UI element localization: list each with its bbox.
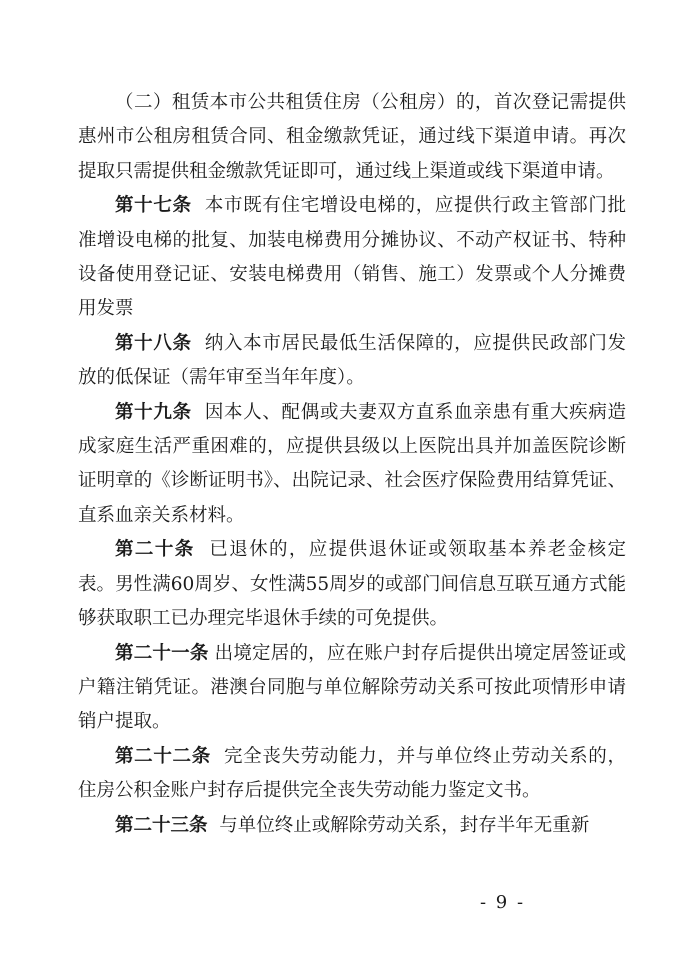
paragraph-text: 本市既有住宅增设电梯的，应提供行政主管部门批准增设电梯的批复、加装电梯费用分摊协议、不动产权证书、特种设备使用登记证、安装电梯费用（销售、施工）发票或个人分摊费用发票 — [78, 195, 626, 320]
article-number: 第十七条 — [115, 195, 192, 217]
article-number: 第二十二条 — [115, 745, 211, 767]
paragraph-text: 完全丧失劳动能力，并与单位终止劳动关系的，住房公积金账户封存后提供完全丧失劳动能力鉴定文书。 — [78, 745, 626, 802]
article-number: 第二十一条 — [115, 642, 209, 664]
paragraph-article-23 — [78, 809, 626, 843]
document-body — [78, 86, 626, 843]
article-number: 第十九条 — [115, 401, 192, 423]
paragraph-text: 与单位终止或解除劳动关系，封存半年无重新 — [219, 814, 590, 836]
page-number: - 9 - — [480, 892, 526, 913]
paragraph-text: 已退休的，应提供退休证或领取基本养老金核定表。男性满60周岁、女性满55周岁的或部门间信息互联互通方式能够获取职工已办理完毕退休手续的可免提供。 — [78, 539, 626, 630]
paragraph-rental-public-housing — [78, 86, 626, 189]
paragraph-text: （二）租赁本市公共租赁住房（公租房）的，首次登记需提供惠州市公租房租赁合同、租金缴款凭证，通过线下渠道申请。再次提取只需提供租金缴款凭证即可，通过线上渠道或线下渠道申请。 — [78, 92, 626, 182]
article-number: 第二十三条 — [115, 814, 208, 836]
paragraph-article-20 — [78, 533, 626, 636]
paragraph-text: 因本人、配偶或夫妻双方直系血亲患有重大疾病造成家庭生活严重困难的，应提供县级以上医院出具并加盖医院诊断证明章的《诊断证明书》、出院记录、社会医疗保险费用结算凭证、直系血亲关系材料。 — [78, 401, 626, 526]
article-number: 第十八条 — [115, 332, 192, 354]
paragraph-article-17 — [78, 189, 626, 327]
paragraph-article-22 — [78, 740, 626, 809]
paragraph-article-18 — [78, 327, 626, 396]
paragraph-article-19 — [78, 396, 626, 534]
paragraph-article-21 — [78, 637, 626, 740]
paragraph-text: 出境定居的，应在账户封存后提供出境定居签证或户籍注销凭证。港澳台同胞与单位解除劳动关系可按此项情形申请销户提取。 — [78, 642, 626, 733]
article-number: 第二十条 — [115, 539, 195, 561]
paragraph-text: 纳入本市居民最低生活保障的，应提供民政部门发放的低保证（需年审至当年年度）。 — [78, 332, 626, 389]
